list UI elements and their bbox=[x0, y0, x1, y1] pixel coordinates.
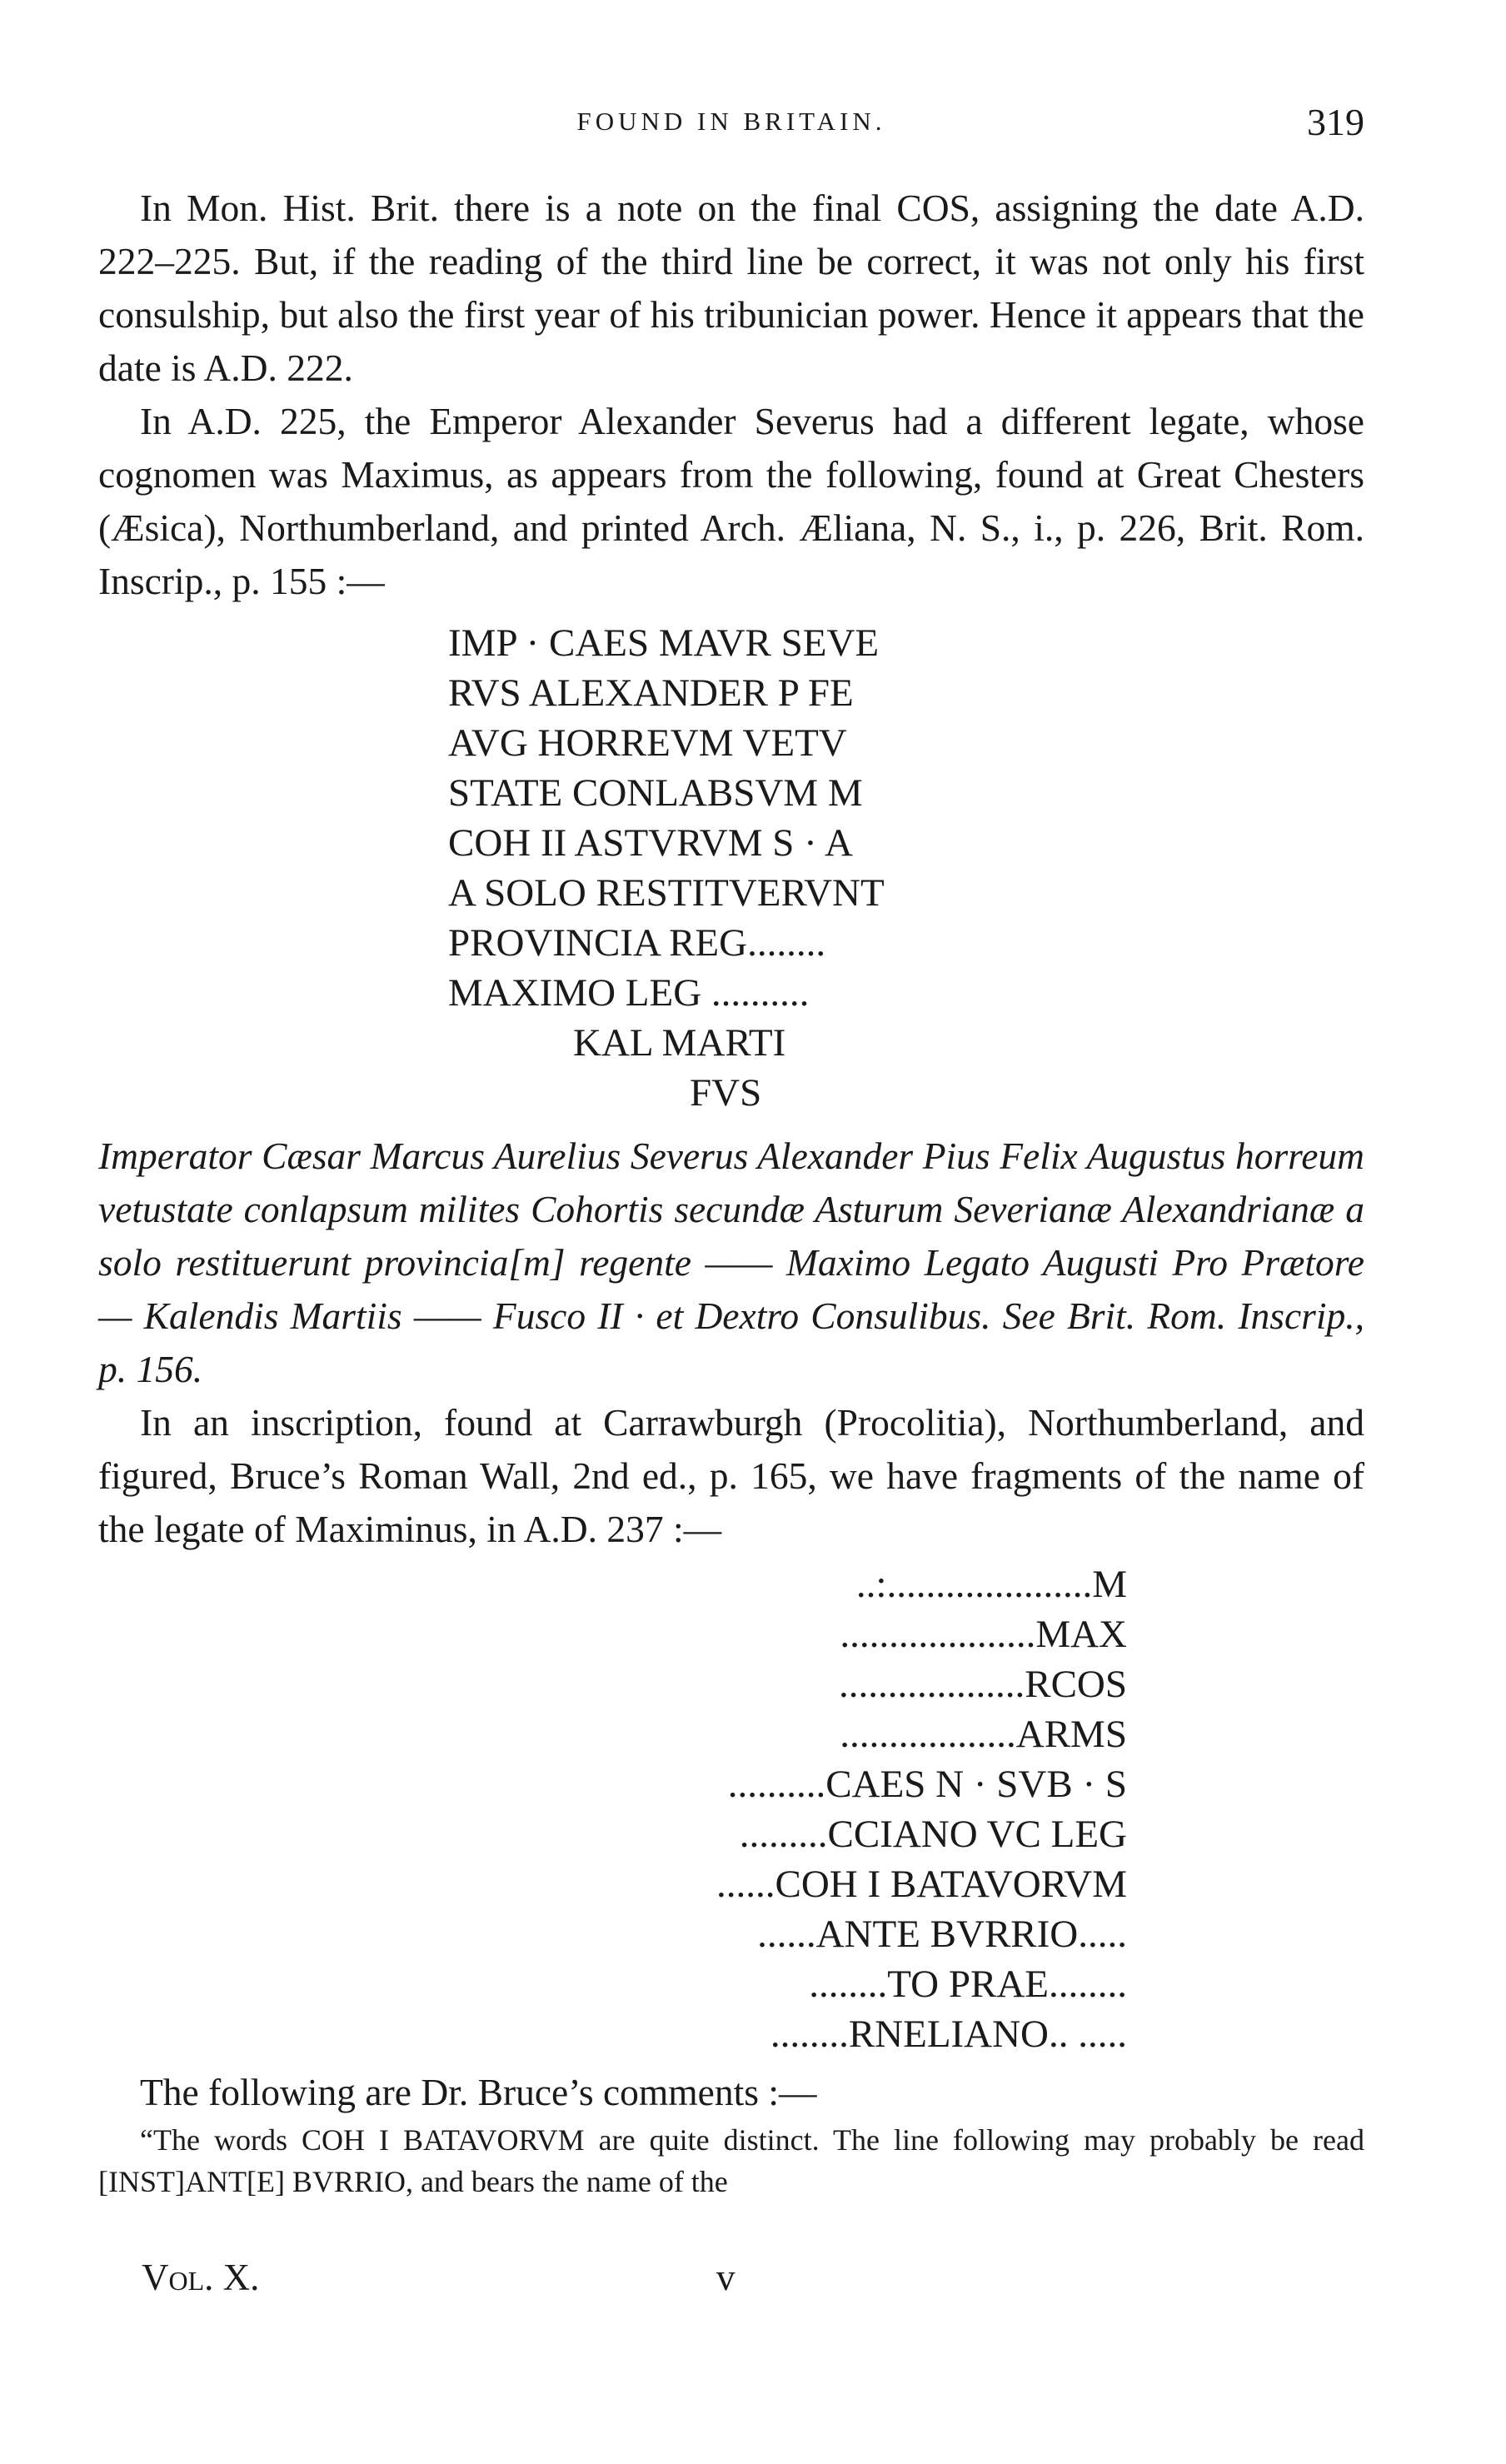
inscription-line: STATE CONLABSVM M bbox=[448, 771, 863, 815]
inscription-line: ...................RCOS bbox=[838, 1663, 1127, 1706]
inscription-line: AVG HORREVM VETV bbox=[448, 721, 847, 765]
inscription-carrawburgh bbox=[427, 1559, 1364, 2059]
running-head: FOUND IN BRITAIN. bbox=[576, 107, 886, 136]
inscription-line: PROVINCIA REG........ bbox=[448, 921, 826, 965]
inscription-line: ........RNELIANO.. ..... bbox=[770, 2013, 1127, 2056]
inscription-line: MAXIMO LEG .......... bbox=[448, 971, 810, 1015]
volume-label: Vol. X. bbox=[142, 2257, 260, 2298]
inscription-line: ......COH I BATAVORVM bbox=[716, 1863, 1127, 1906]
paragraph-consulship-note: In Mon. Hist. Brit. there is a note on the final COS, assigning the date A.D. 222–225. But, if the reading of the third line be correct, it was not only his first consulship, but also the first year of his tribunician power. Hence it appears that the date is A.D. 222. bbox=[98, 187, 1364, 389]
paragraph-bruce-comments: The following are Dr. Bruce’s comments :— bbox=[140, 2071, 817, 2113]
inscription-line: ..:.....................M bbox=[855, 1563, 1127, 1606]
inscription-line: ..........CAES N · SVB · S bbox=[727, 1763, 1127, 1806]
inscription-line: IMP · CAES MAVR SEVE bbox=[448, 621, 880, 665]
paragraph-great-chesters: In A.D. 225, the Emperor Alexander Severus had a different legate, whose cognomen was Maximus, as appears from the following, found at Great Chesters (Æsica), Northumberland, and printed Arch. Æliana, N. S., i., p. 226, Brit. Rom. Inscrip., p. 155 :— bbox=[98, 400, 1364, 602]
inscription-line: .........CCIANO VC LEG bbox=[739, 1813, 1127, 1856]
body-text bbox=[98, 182, 1364, 2202]
quoted-comment: “The words COH I BATAVORVM are quite distinct. The line following may probably be read [INST]ANT[E] BVRRIO, and bears the name of the bbox=[98, 2123, 1364, 2198]
inscription-great-chesters bbox=[448, 618, 1364, 1118]
inscription-line: ....................MAX bbox=[840, 1613, 1127, 1656]
signature-mark: v bbox=[716, 2257, 736, 2298]
inscription-line: ........TO PRAE........ bbox=[809, 1963, 1127, 2006]
inscription-line: KAL MARTI bbox=[573, 1021, 786, 1065]
inscription-line: ..................ARMS bbox=[840, 1713, 1127, 1756]
inscription-line: A SOLO RESTITVERVNT bbox=[448, 871, 885, 915]
inscription-line: FVS bbox=[690, 1071, 762, 1115]
page-footer bbox=[142, 2256, 1308, 2299]
inscription-line: ......ANTE BVRRIO..... bbox=[757, 1913, 1127, 1956]
page-header bbox=[98, 100, 1364, 150]
inscription-line: RVS ALEXANDER P FE bbox=[448, 671, 854, 715]
page-number: 319 bbox=[1307, 101, 1364, 143]
paragraph-expansion: Imperator Cæsar Marcus Aurelius Severus Alexander Pius Felix Augustus horreum vetustate conlapsum milites Cohortis secundæ Asturum Severianæ Alexandrianæ a solo restituerunt provincia[m] regente —— Maximo Legato Augusti Pro Prætore — Kalendis Martiis —— Fusco II · et Dextro Consulibus. See Brit. Rom. Inscrip., p. 156. bbox=[98, 1135, 1364, 1390]
inscription-line: COH II ASTVRVM S · A bbox=[448, 821, 853, 865]
paragraph-carrawburgh: In an inscription, found at Carrawburgh (Procolitia), Northumberland, and figured, Bruce’s Roman Wall, 2nd ed., p. 165, we have fragments of the name of the legate of Maximinus, in A.D. 237 :— bbox=[98, 1401, 1364, 1550]
